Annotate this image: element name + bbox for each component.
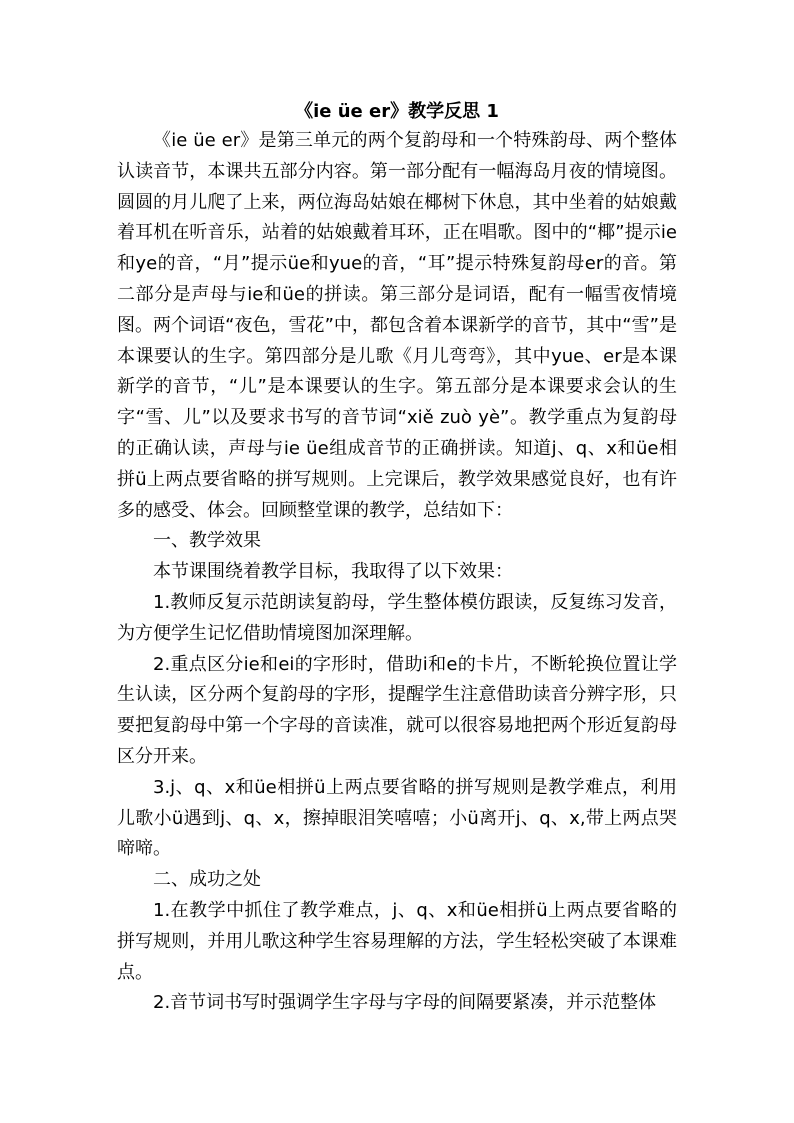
section-heading-teaching-effect: 一、教学效果 — [153, 530, 261, 552]
paragraph-effect-2: 2.重点区分ie和ei的字形时，借助i和e的卡片，不断轮换位置让学生认读，区分两个复韵母的字形，提醒学生注意借助读音分辨字形，只要把复韵母中第一个字母的音读准，就可以很容易地把两个形近复韵母区分开来。 — [117, 653, 677, 767]
section-heading-successes: 二、成功之处 — [153, 869, 261, 891]
paragraph-effect-1: 1.教师反复示范朗读复韵母，学生整体模仿跟读，反复练习发音，为方便学生记忆借助情境图加深理解。 — [117, 591, 677, 644]
paragraph-effect-summary: 本节课围绕着教学目标，我取得了以下效果： — [153, 561, 513, 583]
paragraph-effect-3: 3.j、q、x和üe相拼ü上两点要省略的拼写规则是教学难点，利用儿歌小ü遇到j、q、x，擦掉眼泪笑嘻嘻；小ü离开j、q、x,带上两点哭啼啼。 — [117, 776, 677, 860]
document-page — [117, 98, 677, 1019]
paragraph-intro: 《ie üe er》是第三单元的两个复韵母和一个特殊韵母、两个整体认读音节，本课共五部分内容。第一部分配有一幅海岛月夜的情境图。圆圆的月儿爬了上来，两位海岛姑娘在椰树下休息，其中坐着的姑娘戴着耳机在听音乐，站着的姑娘戴着耳环，正在唱歌。图中的“椰”提示ie和ye的音，“月”提示üe和yue的音，“耳”提示特殊复韵母er的音。第二部分是声母与ie和üe的拼读。第三部分是词语，配有一幅雪夜情境图。两个词语“夜色，雪花”中，都包含着本课新学的音节，其中“雪”是本课要认的生字。第四部分是儿歌《月儿弯弯》，其中yue、er是本课新学的音节，“儿”是本课要认的生字。第五部分是本课要求会认的生字“雪、儿”以及要求书写的音节词“xiě zuò yè”。教学重点为复韵母的正确认读，声母与ie üe组成音节的正确拼读。知道j、q、x和üe相拼ü上两点要省略的拼写规则。上完课后，教学效果感觉良好，也有许多的感受、体会。回顾整堂课的教学，总结如下： — [117, 130, 677, 521]
document-title: 《ie üe er》教学反思 1 — [295, 101, 499, 122]
paragraph-success-1: 1.在教学中抓住了教学难点，j、q、x和üe相拼ü上两点要省略的拼写规则，并用儿歌这种学生容易理解的方法，学生轻松突破了本课难点。 — [117, 899, 677, 983]
paragraph-success-2: 2.音节词书写时强调学生字母与字母的间隔要紧凑，并示范整体 — [153, 992, 657, 1014]
